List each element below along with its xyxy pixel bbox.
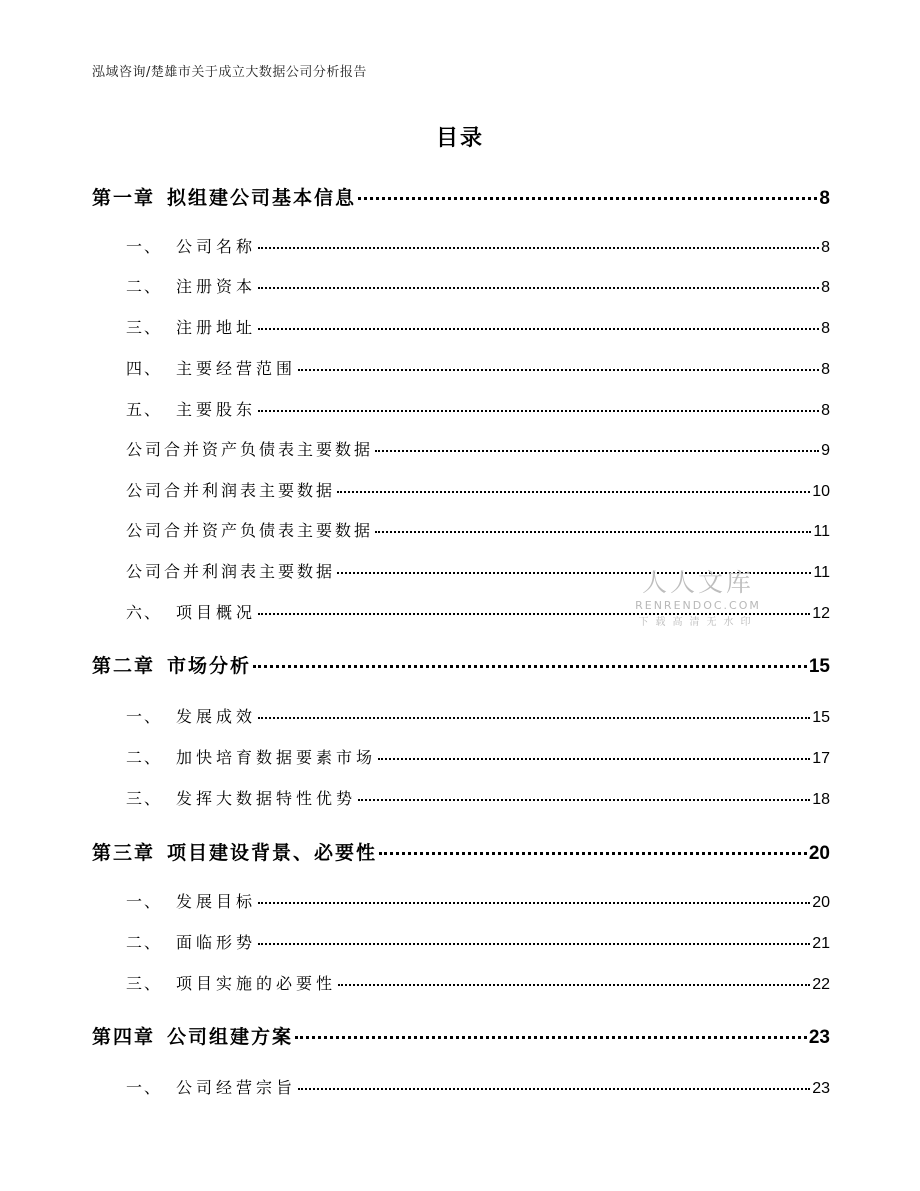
- dot-leader: [298, 368, 819, 371]
- toc-section-entry[interactable]: [126, 1075, 830, 1098]
- toc-entry-page-number: 11: [813, 564, 830, 581]
- dot-leader: [258, 942, 810, 945]
- toc-entry-number: 第三章: [92, 842, 156, 864]
- toc-entry-page-number: 11: [813, 523, 830, 540]
- toc-entry-label: 项目建设背景、必要性: [167, 842, 378, 864]
- toc-chapter-entry[interactable]: [92, 838, 830, 865]
- dot-leader: [375, 530, 811, 533]
- dot-leader: [253, 664, 807, 668]
- toc-entry-label: 加快培育数据要素市场: [176, 748, 377, 767]
- toc-entry-label: 公司合并资产负债表主要数据: [126, 440, 374, 459]
- toc-entry-label: 公司合并利润表主要数据: [126, 481, 336, 500]
- toc-entry-label: 项目概况: [176, 603, 257, 622]
- dot-leader: [258, 286, 819, 289]
- dot-leader: [298, 1087, 810, 1090]
- toc-entry-label: 公司合并利润表主要数据: [126, 562, 336, 581]
- toc-entry-number: 三、: [126, 974, 163, 993]
- toc-entry-label: 发挥大数据特性优势: [176, 789, 357, 808]
- toc-entry-page-number: 10: [812, 483, 830, 500]
- toc-entry-label: 主要股东: [176, 400, 257, 419]
- toc-entry-page-number: 20: [808, 843, 830, 864]
- toc-entry-label: 公司经营宗旨: [176, 1078, 297, 1097]
- toc-section-entry[interactable]: [126, 704, 830, 727]
- dot-leader: [337, 490, 810, 493]
- dot-leader: [338, 983, 810, 986]
- toc-section-entry[interactable]: [126, 397, 830, 420]
- dot-leader: [358, 798, 810, 801]
- toc-entry-number: 三、: [126, 789, 163, 808]
- toc-section-entry[interactable]: [126, 478, 830, 501]
- toc-entry-page-number: 8: [821, 279, 830, 296]
- toc-entry-page-number: 21: [812, 935, 830, 952]
- toc-entry-label: 发展目标: [176, 892, 257, 911]
- toc-entry-label: 面临形势: [176, 933, 257, 952]
- toc-entry-label: 注册资本: [176, 277, 257, 296]
- toc-entry-page-number: 23: [812, 1080, 830, 1097]
- toc-entry-page-number: 23: [808, 1027, 830, 1048]
- toc-section-entry[interactable]: [126, 930, 830, 953]
- toc-entry-number: 二、: [126, 933, 163, 952]
- toc-chapter-entry[interactable]: [92, 1022, 830, 1049]
- watermark-logo-text: 人人文库: [641, 568, 754, 597]
- toc-entry-number: 六、: [126, 603, 163, 622]
- toc-section-entry[interactable]: [126, 274, 830, 297]
- toc-entry-number: 第一章: [92, 187, 156, 209]
- toc-entry-label: 公司合并资产负债表主要数据: [126, 521, 374, 540]
- toc-entry-page-number: 18: [812, 791, 830, 808]
- dot-leader: [295, 1035, 807, 1039]
- toc-entry-label: 项目实施的必要性: [176, 974, 337, 993]
- toc-entry-page-number: 8: [821, 361, 830, 378]
- toc-section-entry[interactable]: [126, 315, 830, 338]
- toc-section-entry[interactable]: [126, 559, 830, 582]
- toc-section-entry[interactable]: [126, 971, 830, 994]
- dot-leader: [258, 901, 810, 904]
- toc-entry-page-number: 8: [819, 188, 830, 209]
- toc-entry-page-number: 8: [821, 239, 830, 256]
- toc-entry-page-number: 9: [821, 442, 830, 459]
- toc-entry-number: 一、: [126, 707, 163, 726]
- toc-entry-page-number: 8: [821, 320, 830, 337]
- toc-entry-page-number: 20: [812, 894, 830, 911]
- toc-entry-label: 拟组建公司基本信息: [167, 187, 357, 209]
- toc-section-entry[interactable]: [126, 600, 830, 623]
- toc-title: 目录: [435, 126, 484, 151]
- dot-leader: [379, 851, 807, 855]
- watermark-slogan: 下载高清无水印: [638, 617, 758, 628]
- dot-leader: [378, 757, 810, 760]
- toc-entry-page-number: 8: [821, 402, 830, 419]
- toc-entry-page-number: 12: [812, 605, 830, 622]
- toc-entry-number: 第四章: [92, 1026, 156, 1048]
- toc-entry-number: 四、: [126, 359, 163, 378]
- toc-entry-label: 公司组建方案: [167, 1026, 294, 1048]
- toc-section-entry[interactable]: [126, 234, 830, 257]
- toc-entry-number: 第二章: [92, 655, 156, 677]
- toc-entry-number: 五、: [126, 400, 163, 419]
- toc-entry-number: 一、: [126, 237, 163, 256]
- toc-entry-label: 主要经营范围: [176, 359, 297, 378]
- toc-chapter-entry[interactable]: [92, 183, 830, 210]
- dot-leader: [337, 571, 811, 574]
- toc-entry-page-number: 17: [812, 750, 830, 767]
- toc-entry-page-number: 22: [812, 976, 830, 993]
- toc-entry-label: 注册地址: [176, 318, 257, 337]
- toc-entry-number: 三、: [126, 318, 163, 337]
- dot-leader: [258, 716, 810, 719]
- dot-leader: [358, 196, 817, 200]
- toc-entry-page-number: 15: [812, 709, 830, 726]
- dot-leader: [258, 409, 819, 412]
- toc-entry-page-number: 15: [808, 656, 830, 677]
- toc-entry-number: 一、: [126, 892, 163, 911]
- toc-chapter-entry[interactable]: [92, 651, 830, 678]
- toc-entry-number: 二、: [126, 277, 163, 296]
- toc-entry-number: 一、: [126, 1078, 163, 1097]
- toc-section-entry[interactable]: [126, 356, 830, 379]
- toc-section-entry[interactable]: [126, 889, 830, 912]
- dot-leader: [258, 327, 819, 330]
- watermark-domain: RENRENDOC.COM: [635, 599, 761, 612]
- toc-entry-label: 公司名称: [176, 237, 257, 256]
- dot-leader: [375, 449, 819, 452]
- toc-entry-label: 发展成效: [176, 707, 257, 726]
- toc-section-entry[interactable]: [126, 786, 830, 809]
- toc-section-entry[interactable]: [126, 437, 830, 460]
- toc-entry-label: 市场分析: [167, 655, 252, 677]
- toc-entry-number: 二、: [126, 748, 163, 767]
- dot-leader: [258, 612, 810, 615]
- running-header: 泓域咨询/楚雄市关于成立大数据公司分析报告: [92, 65, 367, 80]
- dot-leader: [258, 246, 819, 249]
- toc-section-entry[interactable]: [126, 745, 830, 768]
- toc-section-entry[interactable]: [126, 518, 830, 541]
